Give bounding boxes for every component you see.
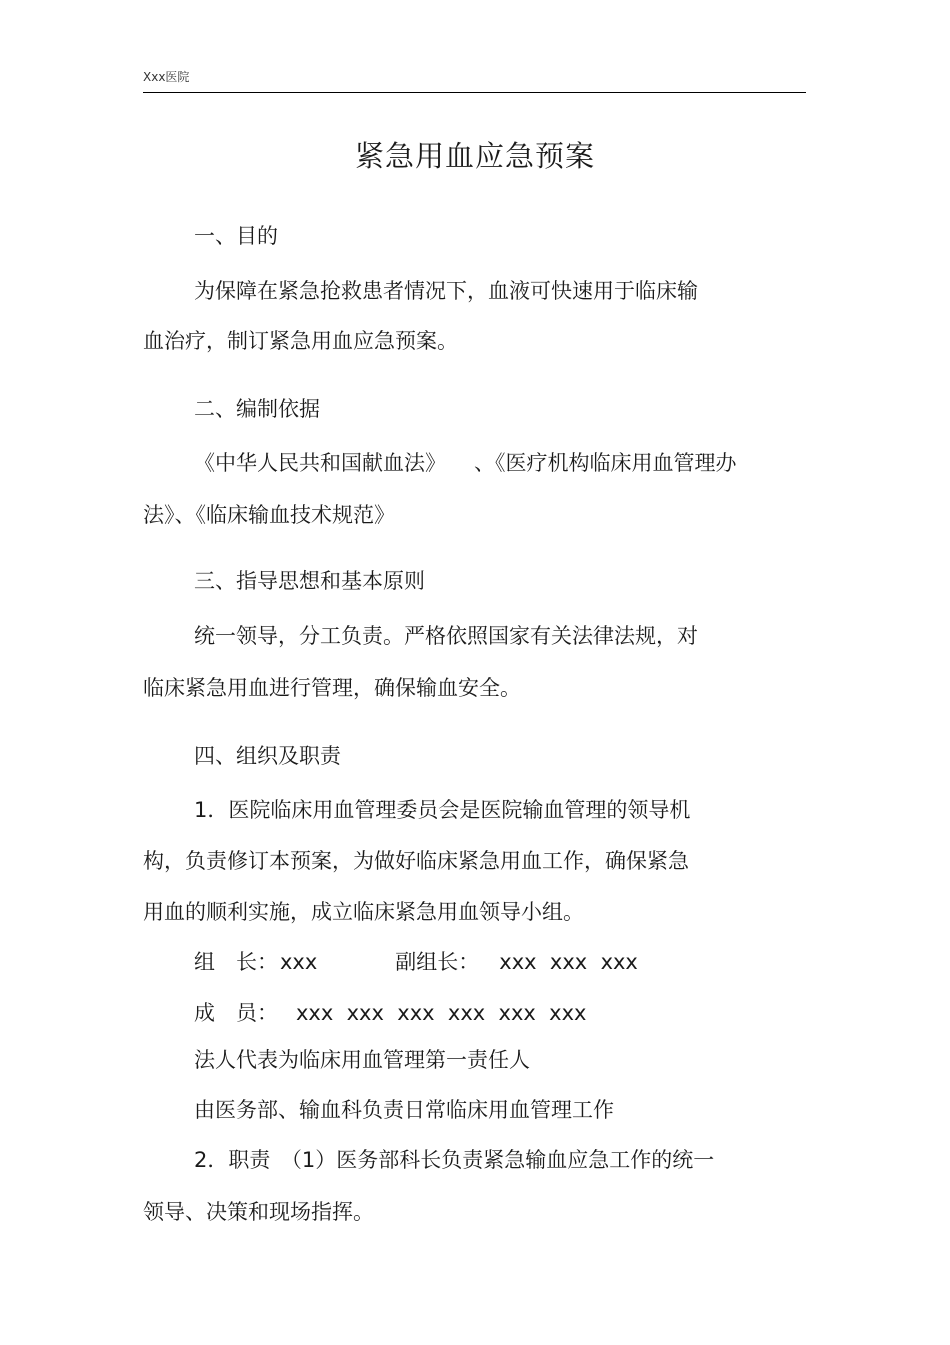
paragraph-line: 领导、决策和现场指挥。 — [143, 1200, 374, 1224]
paragraph-line: 2．职责 （1）医务部科长负责紧急输血应急工作的统一 — [194, 1148, 715, 1172]
members-row — [194, 998, 586, 1028]
section-heading-purpose: 一、目的 — [194, 224, 278, 248]
paragraph-line: 为保障在紧急抢救患者情况下，血液可快速用于临床输 — [194, 279, 698, 303]
paragraph-line: 血治疗，制订紧急用血应急预案。 — [143, 329, 458, 353]
leader-label: 组 长： — [194, 950, 278, 974]
law-citation: 《中华人民共和国献血法》 — [194, 451, 446, 475]
paragraph-line: 法》、《临床输血技术规范》 — [143, 503, 395, 527]
leader-value: xxx — [280, 950, 318, 974]
document-title: 紧急用血应急预案 — [354, 139, 595, 173]
members-value: xxx xxx xxx xxx xxx xxx — [296, 1001, 587, 1025]
section-heading-principles: 三、指导思想和基本原则 — [194, 569, 425, 593]
paragraph-line: 用血的顺利实施，成立临床紧急用血领导小组。 — [143, 900, 584, 924]
paragraph-line: 临床紧急用血进行管理，确保输血安全。 — [143, 676, 521, 700]
deputy-label: 副组长： — [395, 950, 480, 974]
paragraph-line: 法人代表为临床用血管理第一责任人 — [194, 1048, 530, 1072]
paragraph-line: 由医务部、输血科负责日常临床用血管理工作 — [194, 1098, 614, 1122]
members-label: 成 员： — [194, 1001, 278, 1025]
paragraph-line: 1．医院临床用血管理委员会是医院输血管理的领导机 — [194, 798, 691, 822]
paragraph-line: 构，负责修订本预案，为做好临床紧急用血工作，确保紧急 — [143, 849, 689, 873]
section-heading-basis: 二、编制依据 — [194, 397, 320, 421]
leader-row — [194, 947, 638, 977]
header-hospital-name: Xxx医院 — [143, 70, 190, 84]
paragraph-line — [194, 448, 737, 478]
law-citation: 、《医疗机构临床用血管理办 — [474, 451, 737, 475]
paragraph-line: 统一领导，分工负责。严格依照国家有关法律法规，对 — [194, 624, 698, 648]
section-heading-organization: 四、组织及职责 — [194, 744, 341, 768]
deputy-value: xxx xxx xxx — [499, 950, 638, 974]
header-divider — [143, 92, 806, 93]
